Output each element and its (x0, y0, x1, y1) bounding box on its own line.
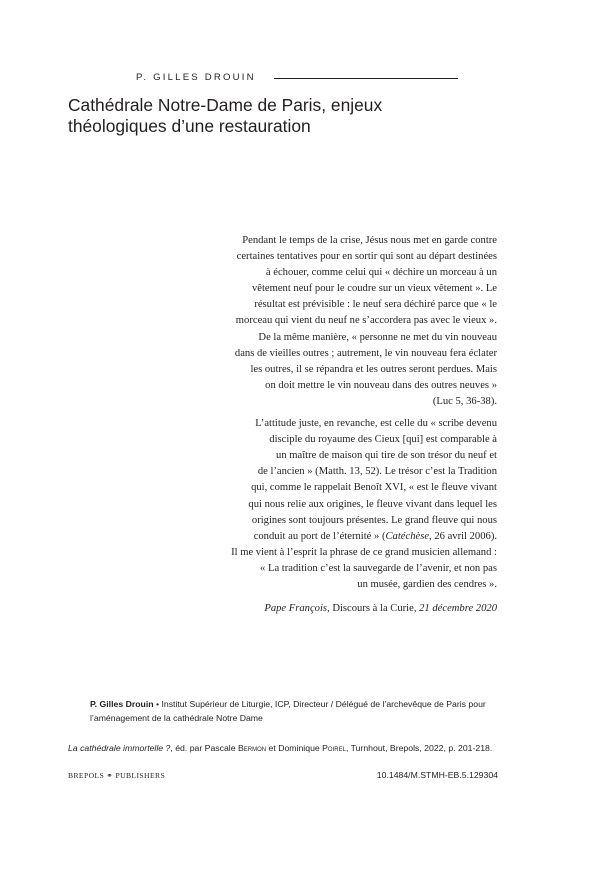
epigraph-line: Pendant le temps de la crise, Jésus nous met en garde contre (242, 235, 497, 246)
epigraph-line: vêtement neuf pour le coudre sur un vieux vêtement ». Le (251, 283, 497, 295)
epigraph-line: qui, comme le rappelait Benoît XVI, « est le fleuve vivant (251, 482, 497, 494)
epigraph-line: « La tradition c’est la sauvegarde de l’avenir, et non pas (260, 562, 497, 574)
epigraph-paragraph-1 (190, 233, 497, 410)
epigraph-line: un musée, gardien des cendres ». (357, 578, 497, 590)
title-line-2: théologiques d’une restauration (68, 116, 311, 136)
citation-text: et Dominique (266, 743, 323, 753)
running-author: P. GILLES DROUIN (136, 72, 256, 83)
editor-name: Bermon (237, 743, 267, 753)
epigraph-line: (Luc 5, 36-38). (432, 395, 497, 407)
author-rule (274, 78, 458, 79)
epigraph-line: qui nous relie aux origines, le fleuve vivant dans lequel les (248, 498, 497, 510)
affiliation-text: • Institut Supérieur de Liturgie, ICP, Directeur / Délégué de l’archevêque de Paris pour l’aménagement de la cathédrale Notre Dame (90, 699, 486, 723)
epigraph-line: un maître de maison qui tire de son trésor du neuf et (276, 450, 497, 462)
epigraph-text: , 26 avril 2006). (429, 530, 497, 542)
epigraph-line: morceau qui vient du neuf ne s’accordera pas avec le vieux ». (235, 315, 497, 327)
epigraph-line: certaines tentatives pour en sortir qui sont au départ destinées (236, 251, 497, 263)
affiliation-name: P. Gilles Drouin (90, 699, 154, 709)
epigraph-line: on doit mettre le vin nouveau dans des outres neuves » (265, 379, 497, 391)
epigraph-line: les outres, il se répandra et les outres seront perdues. Mais (250, 363, 497, 375)
doi: 10.1484/M.STMH-EB.5.129304 (376, 770, 498, 780)
epigraph-source (190, 601, 497, 617)
epigraph-line: Il me vient à l’esprit la phrase de ce grand musicien allemand : (231, 546, 497, 558)
epigraph-line: résultat est prévisible : le neuf sera déchiré parce que « le (254, 299, 497, 311)
publisher-logo: BREPOLS ⚭ PUBLISHERS (68, 771, 166, 780)
source-author: Pape François, (264, 603, 330, 615)
citation-text: , Turnhout, Brepols, 2022, p. 201-218. (345, 743, 493, 753)
epigraph-line: de l’ancien » (Matth. 13, 52). Le trésor c’est la Tradition (257, 466, 497, 478)
source-work: Discours à la Curie, (329, 603, 420, 615)
title-line-1: Cathédrale Notre-Dame de Paris, enjeux (68, 95, 383, 115)
epigraph-line: disciple du royaume des Cieux [qui] est comparable à (269, 434, 497, 446)
citation-text: , éd. par Pascale (170, 743, 238, 753)
epigraph-line (254, 531, 497, 542)
book-title: La cathédrale immortelle ? (68, 743, 171, 753)
citation (68, 741, 498, 755)
source-date: 21 décembre 2020 (419, 603, 497, 615)
epigraph-line: De la même manière, « personne ne met du vin nouveau (258, 331, 497, 343)
chapter-title (68, 95, 538, 137)
epigraph-line: origines sont toujours présentes. Le grand fleuve qui nous (251, 514, 497, 526)
author-affiliation (90, 697, 500, 725)
epigraph-line: à échouer, comme celui qui « déchire un morceau à un (265, 267, 497, 279)
epigraph-line: dans de vieilles outres ; autrement, le vin nouveau fera éclater (234, 347, 497, 359)
catechese-title: Catéchèse (385, 530, 430, 542)
epigraph-paragraph-2 (190, 416, 497, 593)
editor-name: Poirel (322, 743, 346, 753)
epigraph-line: L’attitude juste, en revanche, est celle du « scribe devenu (255, 418, 497, 430)
epigraph (190, 233, 497, 623)
epigraph-text: conduit au port de l’éternité » ( (253, 530, 386, 542)
